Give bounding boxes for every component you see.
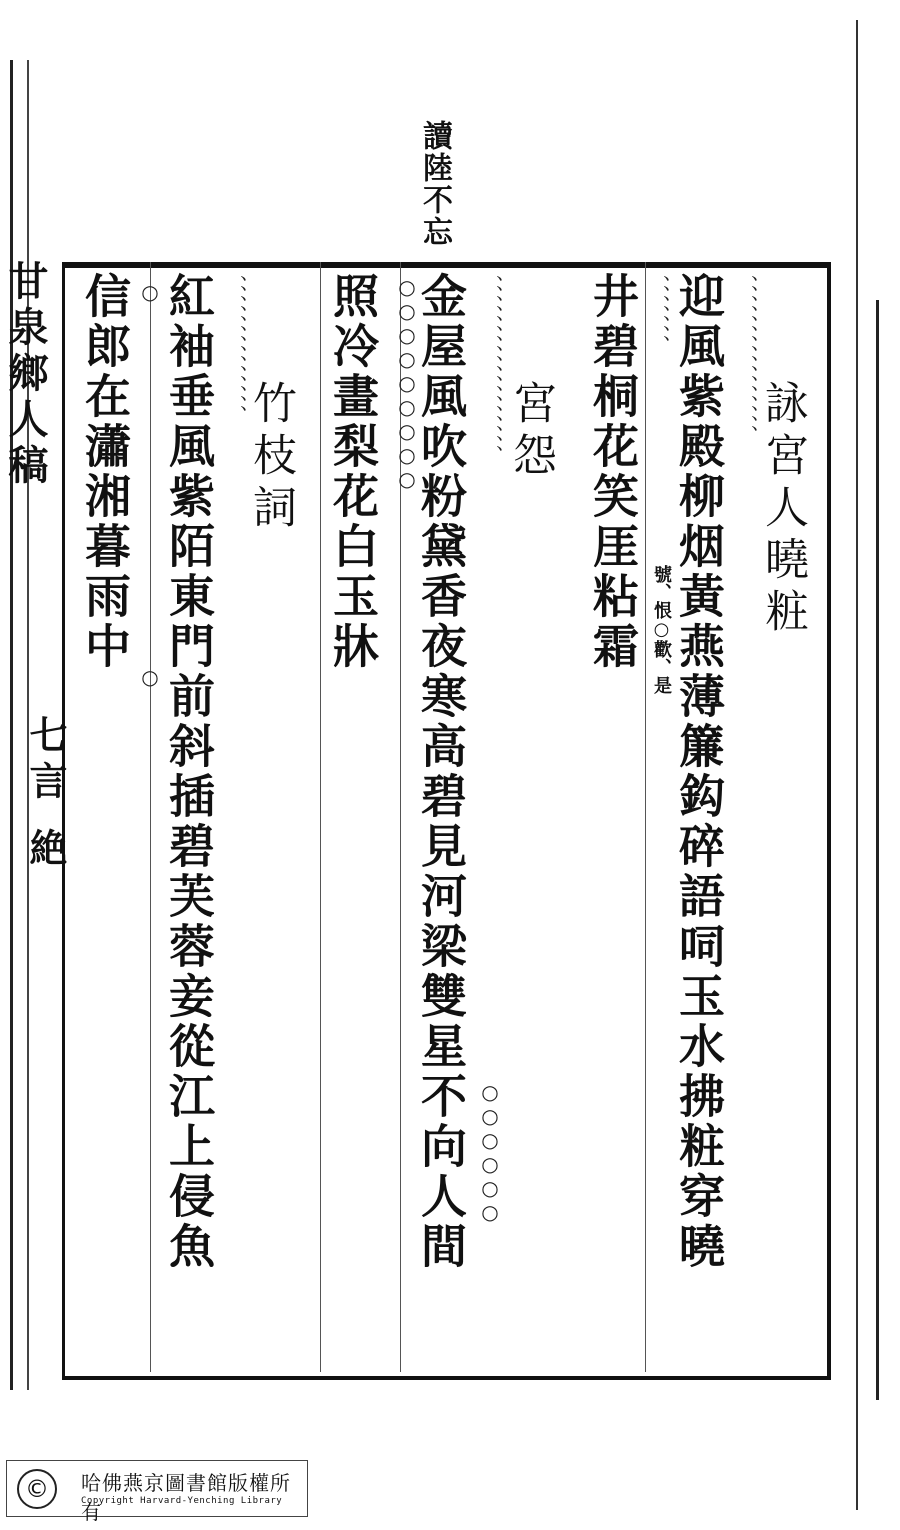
column-divider <box>320 262 321 1372</box>
emphasis-marks: 、、、、、、、、、、、、、、 <box>224 275 248 425</box>
annotation-note: 號、恨○歡、是 <box>651 565 672 694</box>
poem-line: 照冷畫梨花白玉牀 <box>326 272 380 672</box>
poem-line: 信郎在瀟湘暮雨中 <box>78 272 132 672</box>
poem-line: 紅袖垂風紫陌東門前斜插碧芙蓉妾從江上侵魚 <box>162 272 216 1272</box>
emphasis-marks: 、、、、、、、、、、、、、、、、 <box>735 275 759 445</box>
emphasis-marks: ○○○○○○○○○ <box>395 275 419 491</box>
right-border-line-inner <box>876 300 879 1400</box>
copyright-icon: © <box>17 1469 57 1509</box>
column-divider <box>150 262 151 1372</box>
emphasis-marks: 、、、、、、、 <box>647 275 671 355</box>
emphasis-marks: ○○○○○○ <box>478 1080 502 1224</box>
copyright-chinese: 哈佛燕京圖書館版權所有 <box>81 1471 291 1524</box>
poem-line: 金屋風吹粉黛香夜寒高碧見河梁雙星不向人間 <box>414 272 468 1272</box>
poem-line: 迎風紫殿柳烟黃燕薄簾鈎碎語呞玉水拂粧穿曉 <box>672 272 726 1272</box>
poem-line: 井碧桐花笑厓粘霜 <box>586 272 640 672</box>
spine-volume: 七言 絶 <box>23 715 68 875</box>
column-divider <box>645 262 646 1372</box>
copyright-stamp <box>6 1460 308 1524</box>
copyright-english: Copyright Harvard-Yenching Library <box>81 1496 283 1506</box>
poem-title-1: 詠宮人曉粧 <box>757 380 808 640</box>
poem-title-3: 竹枝詞 <box>245 380 296 536</box>
spine-title: 甘泉鄉人稿 <box>2 260 49 490</box>
emphasis-marks: 、、、、、、、、、、、、、、、、、、 <box>480 275 504 465</box>
right-border-line <box>856 20 858 1510</box>
emphasis-marks: ○ <box>138 280 162 304</box>
poem-title-2: 宮怨 <box>505 380 556 484</box>
center-heading: 讀陸不忘 <box>417 120 452 248</box>
emphasis-marks: ○ <box>138 665 162 689</box>
